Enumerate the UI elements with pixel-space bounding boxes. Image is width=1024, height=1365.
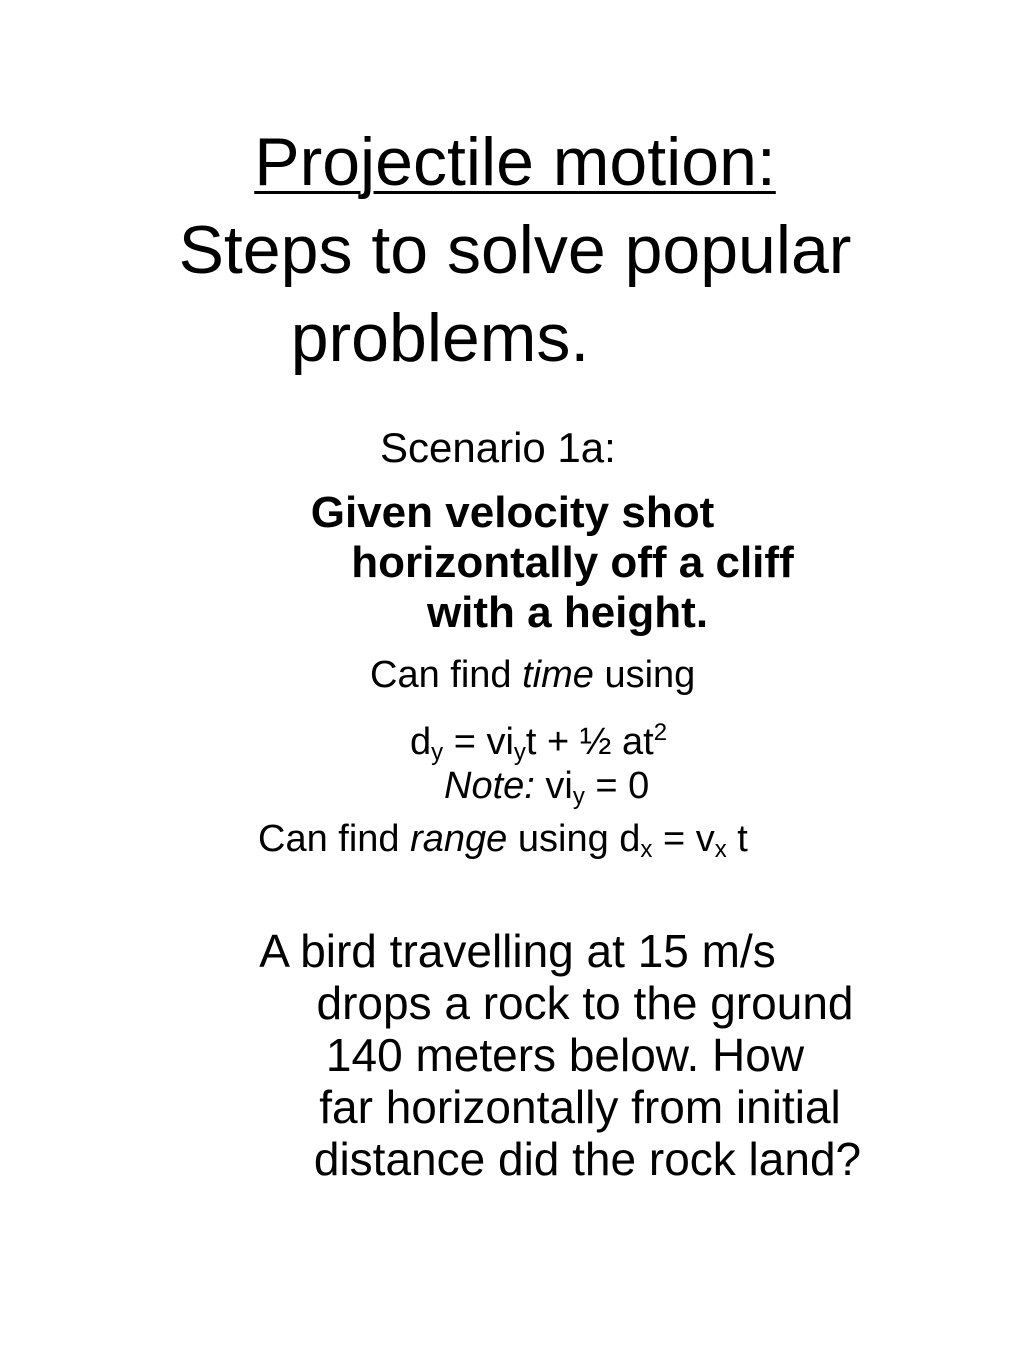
note-subscript: y [572,783,585,810]
step-find-range [258,816,748,873]
range-word: range [410,818,508,860]
range-prefix: Can find [258,818,400,860]
given-statement [250,488,870,638]
range-end: t [726,818,748,860]
given-line-3: with a height. [426,588,709,637]
problem-line-5: distance did the rock land? [313,1133,862,1185]
title-line-2: Steps to solve popular [178,212,852,288]
problem-line-1: A bird travelling at 15 m/s [259,925,776,977]
problem-line-2: drops a rock to the ground [316,977,854,1029]
problem-line-3: 140 meters below. How [325,1029,805,1081]
problem-statement [215,925,915,1185]
range-subscript-x2: x [714,836,727,863]
time-word: time [522,654,594,696]
eq-mid: = vi [443,721,514,763]
given-line-2: horizontally off a cliff [351,538,794,587]
scenario-label: Scenario 1a: [380,424,616,471]
eq-rest: t + ½ at [525,721,654,763]
eq-d: d [410,721,432,763]
title-line-3: problems. [290,300,590,376]
eq-y-subscript-2: y [513,739,526,766]
range-eq: = v [652,818,715,860]
eq-superscript: 2 [653,719,668,746]
range-subscript-x1: x [640,836,653,863]
note-vi: vi [534,765,573,807]
time-suffix: using [604,654,696,696]
note-line [444,763,649,820]
time-prefix: Can find [370,654,512,696]
slide-title [100,118,930,382]
step-find-time [370,652,695,698]
title-line-1: Projectile motion: [254,124,776,200]
eq-y-subscript: y [431,739,444,766]
given-line-1: Given velocity shot [310,488,715,537]
note-label: Note: [444,765,535,807]
range-mid: using d [507,818,641,860]
problem-line-4: far horizontally from initial [319,1081,841,1133]
note-rest: = 0 [584,765,650,807]
